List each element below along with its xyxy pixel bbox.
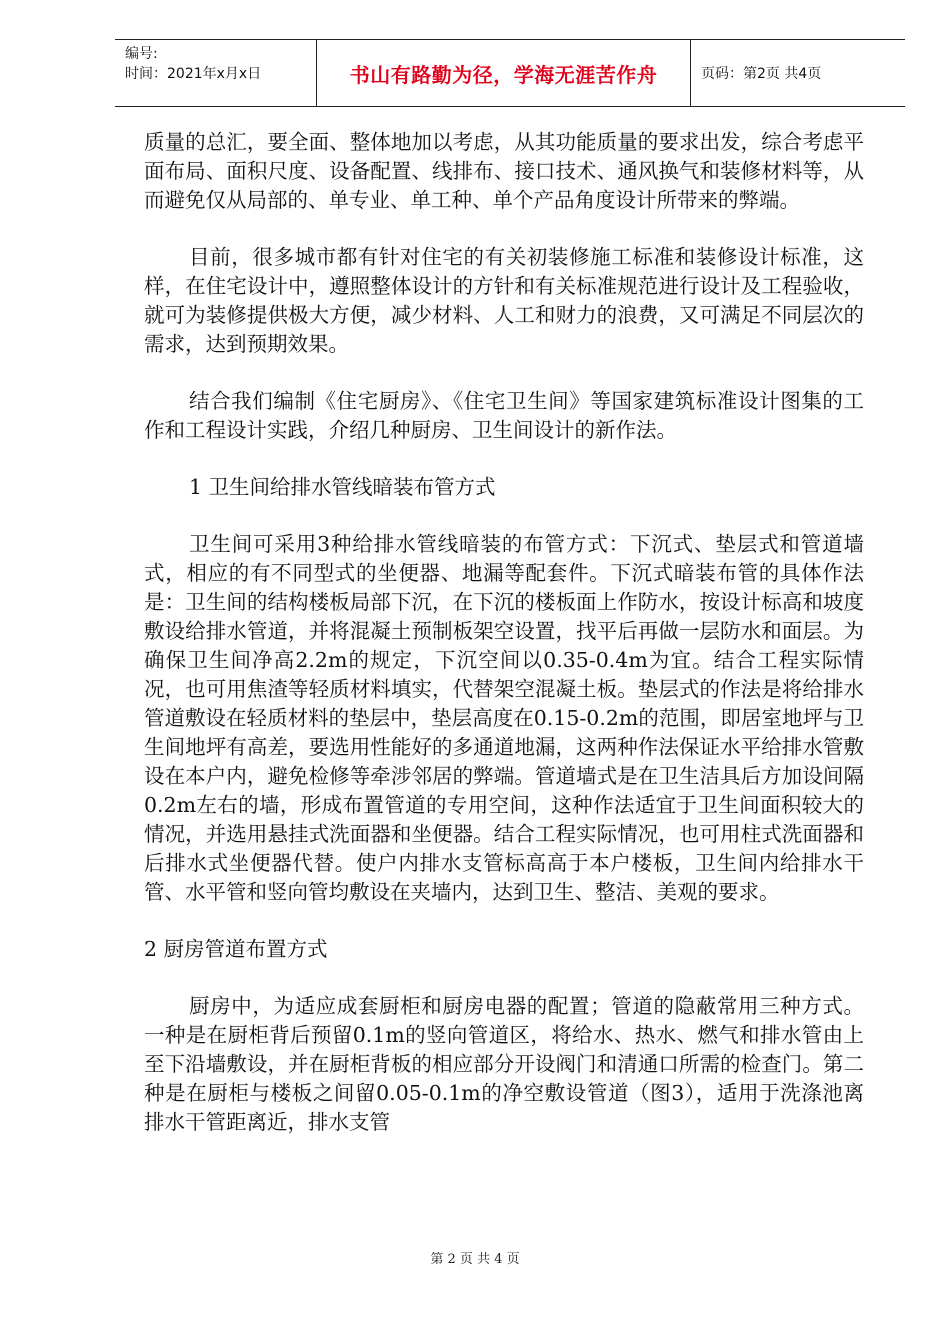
body-paragraph-2: 目前，很多城市都有针对住宅的有关初装修施工标准和装修设计标准，这样，在住宅设计中，遵照整体设计的方针和有关标准规范进行设计及工程验收，就可为装修提供极大方便，减少材料、人工和财力的浪费，又可满足不同层次的需求，达到预期效果。	[144, 245, 864, 356]
header-page-cell	[691, 40, 905, 106]
document-date-label: 时间：2021年x月x日	[125, 66, 262, 82]
header-motto-cell	[316, 40, 691, 106]
document-number-label: 编号:	[125, 46, 158, 62]
header-page-label: 页码：第2页 共4页	[701, 66, 822, 82]
body-paragraph-4: 卫生间可采用3种给排水管线暗装的布管方式：下沉式、垫层式和管道墙式，相应的有不同型式的坐便器、地漏等配套件。下沉式暗装布管的具体作法是：卫生间的结构楼板局部下沉，在下沉的楼板面上作防水，按设计标高和坡度敷设给排水管道，并将混凝土预制板架空设置，找平后再做一层防水和面层。为确保卫生间净高2.2m的规定，下沉空间以0.35-0.4m为宜。结合工程实际情况，也可用焦渣等轻质材料填实，代替架空混凝土板。垫层式的作法是将给排水管道敷设在轻质材料的垫层中，垫层高度在0.15-0.2m的范围，即居室地坪与卫生间地坪有高差，要选用性能好的多通道地漏，这两种作法保证水平给排水管敷设在本户内，避免检修等牵涉邻居的弊端。管道墙式是在卫生洁具后方加设间隔0.2m左右的墙，形成布置管道的专用空间，这种作法适宜于卫生间面积较大的情况，并选用悬挂式洗面器和坐便器。结合工程实际情况，也可用柱式洗面器和后排水式坐便器代替。使户内排水支管标高高于本户楼板，卫生间内给排水干管、水平管和竖向管均敷设在夹墙内，达到卫生、整洁、美观的要求。	[144, 532, 864, 904]
header-motto: 书山有路勤为径，学海无涯苦作舟	[349, 62, 658, 87]
document-header	[115, 39, 905, 107]
body-paragraph-1: 质量的总汇，要全面、整体地加以考虑，从其功能质量的要求出发，综合考虑平面布局、面积尺度、设备配置、线排布、接口技术、通风换气和装修材料等，从而避免仅从局部的、单专业、单工种、单个产品角度设计所带来的弊端。	[144, 130, 864, 212]
body-paragraph-5: 厨房中，为适应成套厨柜和厨房电器的配置；管道的隐蔽常用三种方式。一种是在厨柜背后预留0.1m的竖向管道区，将给水、热水、燃气和排水管由上至下沿墙敷设，并在厨柜背板的相应部分开设阀门和清通口所需的检查门。第二种是在厨柜与楼板之间留0.05-0.1m的净空敷设管道（图3），适用于洗涤池离排水干管距离近，排水支管	[144, 994, 864, 1134]
page-footer: 第 2 页 共 4 页	[430, 1252, 520, 1267]
body-paragraph-3: 结合我们编制《住宅厨房》、《住宅卫生间》等国家建筑标准设计图集的工作和工程设计实践，介绍几种厨房、卫生间设计的新作法。	[144, 389, 864, 442]
header-meta-cell	[115, 40, 316, 106]
section-heading-2: 2 厨房管道布置方式	[144, 937, 328, 961]
section-heading-1: 1 卫生间给排水管线暗装布管方式	[189, 475, 496, 499]
document-body	[144, 128, 864, 1165]
